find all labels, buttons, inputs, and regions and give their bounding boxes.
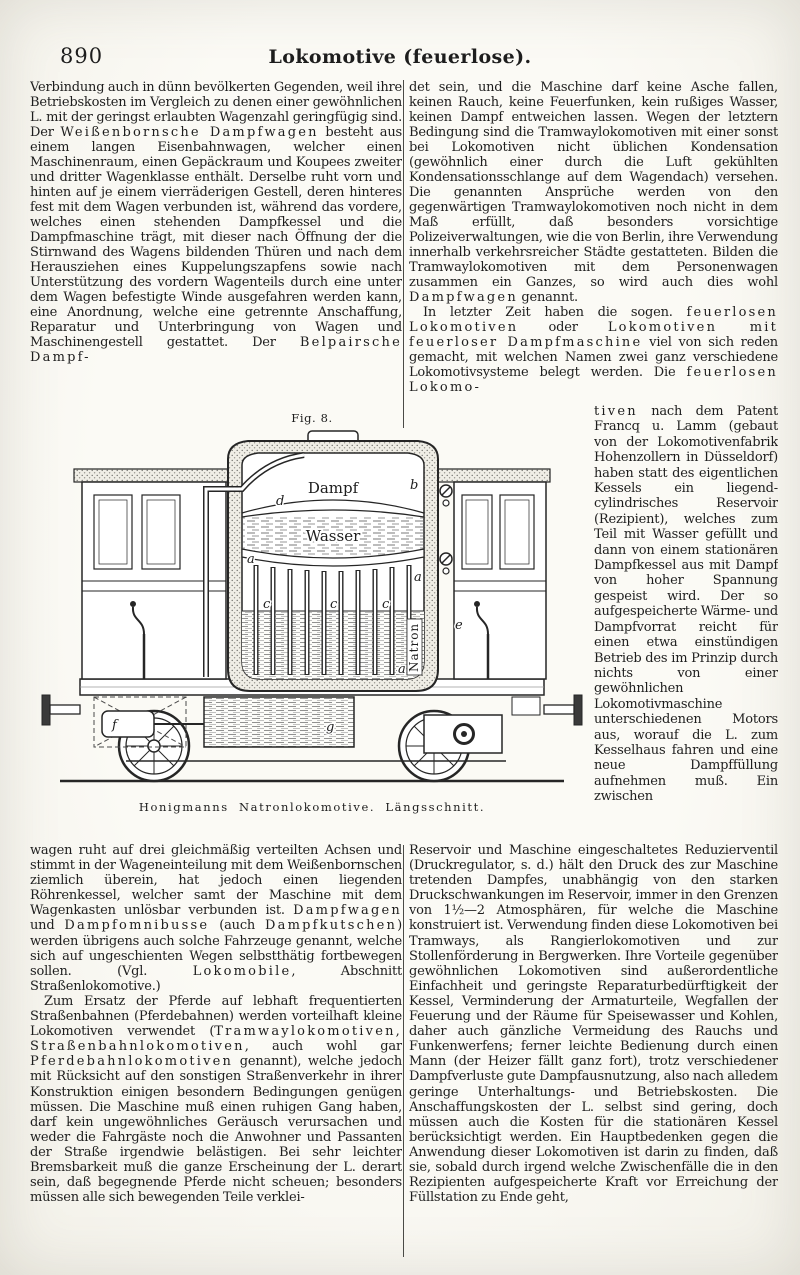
figure-caption: Honigmanns Natronlokomotive. Längsschnitt. bbox=[138, 800, 486, 814]
water-label: Wasser bbox=[305, 527, 361, 545]
part-label-g: g bbox=[326, 720, 335, 735]
part-label-e: e bbox=[455, 618, 463, 633]
column-divider-top bbox=[403, 80, 404, 428]
text-column-right-top bbox=[409, 80, 778, 402]
page-number: 890 bbox=[60, 44, 104, 68]
part-label-a2: a bbox=[414, 570, 422, 585]
part-label-a1: a bbox=[247, 552, 255, 567]
steam-label: Dampf bbox=[307, 479, 359, 497]
paragraph: Zum Ersatz der Pferde auf lebhaft frequentierten Straßenbahnen (Pferdebahnen) werden vorteilhaft kleine Lokomotiven verwendet (Tramwaylokomotiven, Straßenbahnlokomotiven, auch wohl gar Pferdebahnlokomotiven genannt), welche jedoch mit Rücksicht auf den sonstigen Straßenverkehr in ihrer Konstruktion einigen besondern Bedingungen genügen müssen. Die Maschine muß einen ruhigen Gang haben, darf kein ungewöhnliches Geräusch verursachen und weder die Fahrgäste noch die Anwohner und Passanten der Straße irgendwie belästigen. Bei sehr leichter Bremsbarkeit muß die ganze Erscheinung der L. derart sein, daß begegnende Pferde nicht scheuen; besonders müssen alle sich bewegenden Teile verklei- bbox=[30, 993, 402, 1206]
part-label-c1: c bbox=[263, 597, 271, 612]
gauge-box bbox=[424, 715, 502, 753]
page-title: Lokomotive (feuerlose). bbox=[268, 46, 532, 68]
text-column-right-narrow bbox=[594, 404, 778, 840]
left-buffer bbox=[42, 695, 80, 725]
locomotive-diagram bbox=[36, 429, 588, 791]
part-label-d: d bbox=[276, 494, 285, 509]
part-label-f: f bbox=[112, 718, 117, 733]
column-divider-bottom bbox=[403, 845, 404, 1257]
paragraph: wagen ruht auf drei gleichmäßig verteilten Achsen und stimmt in der Wageneinteilung mit dem Weißenbornschen ziemlich überein, hat jedoch einen liegenden Röhrenkessel, welcher samt der Maschine mit dem Wagenkasten unlösbar verbunden ist. Dampfwagen und Dampfomnibusse (auch Dampfkutschen) werden übrigens auch solche Fahrzeuge genannt, welche sich auf ungeschienten Wegen selbstthätig fortbewegen sollen. (Vgl. Lokomobile, Abschnitt Straßenlokomotive.) bbox=[30, 843, 402, 994]
part-label-b: b bbox=[410, 478, 419, 493]
paragraph: Reservoir und Maschine eingeschaltetes Reduzierventil (Druckregulator, s. d.) hält den Druck des zur Maschine tretenden Dampfes, unabhängig von den starken Druckschwankungen im Reservoir, immer in den Grenzen von 1½—2 Atmosphären, für welche die Maschine konstruiert ist. Verwendung finden diese Lokomotiven bei Tramways, als Rangierlokomotiven und zur Stollenförderung in Bergwerken. Ihre Vorteile gegenüber gewöhnlichen Lokomotiven sind außerordentliche Einfachheit und geringste Reparaturbedürftigkeit der Kessel, Verminderung der Armaturteile, Wegfallen der Feuerung und der Räume für Speisewasser und Kohlen, daher auch gänzliche Vermeidung des Rauchs und Funkenwerfens; ferner leichte Bedienung durch einen Mann (der Heizer fällt ganz fort), trotz verschiedener Dampfverluste gute Dampfausnutzung, also nach alledem geringe Unterhaltungs- und Betriebskosten. Die Anschaffungskosten der L. selbst sind gering, doch müssen auch die Kosten für die stationären Kessel berücksichtigt werden. Ein Hauptbedenken gegen die Anwendung dieser Lokomotiven ist darin zu finden, daß sie, sobald durch irgend welche Zwischenfälle die in den Rezipienten aufgespeicherte Kraft vor Erreichung der Füllstation zu Ende geht, bbox=[409, 843, 778, 1206]
text-column-left-bottom bbox=[30, 843, 402, 1261]
paragraph: tiven nach dem Patent Francq u. Lamm (gebaut von der Lokomotivenfabrik Hohenzollern in Düsseldorf) haben statt des eigentlichen Kessels ein liegend-cylindrisches Reservoir (Rezipient), welches zum Teil mit Wasser gefüllt und dann von einem stationären Dampfkessel aus mit Dampf von hoher Spannung gespeist wird. Der so aufgespeicherte Wärme- und Dampfvorrat reicht für einen etwa einstündigen Betrieb des im Prinzip durch nichts von einer gewöhnlichen Lokomotivmaschine unterschiedenen Motors aus, worauf die L. zum Kesselhaus fahren und eine neue Dampffüllung aufnehmen muß. Ein zwischen bbox=[594, 404, 778, 805]
figure-8 bbox=[36, 411, 588, 814]
right-wall bbox=[454, 482, 546, 679]
right-buffer bbox=[544, 695, 582, 725]
part-label-a3: a bbox=[398, 662, 406, 677]
paragraph: det sein, und die Maschine darf keine Asche fallen, keinen Rauch, keine Feuerfunken, kein rußiges Wasser, keinen Dampf entweichen lassen. Wegen der letztern Bedingung sind die Tramwaylokomotiven mit einer sonst bei Lokomotiven nicht üblichen Kondensation (gewöhnlich einer durch die Luft gekühlten Kondensationsschlange auf dem Wagendach) versehen. Die genannten Ansprüche werden von den gegenwärtigen Tramwaylokomotiven noch nicht in dem Maß erfüllt, daß besonders vorsichtige Polizeiverwaltungen, wie die von Berlin, ihre Verwendung innerhalb verkehrsreicher Städte gestatteten. Bilden die Tramwaylokomotiven mit dem Personenwagen zusammen ein Ganzes, so wird auch dies wohl Dampfwagen genannt. bbox=[409, 80, 778, 305]
paragraph: Verbindung auch in dünn bevölkerten Gegenden, weil ihre Betriebskosten im Vergleich zu denen einer gewöhnlichen L. mit der geringst erlaubten Wagenzahl geringfügig sind. Der Weißenbornsche Dampfwagen besteht aus einem langen Eisenbahnwagen, welcher einen Maschinenraum, einen Gepäckraum und Koupees zweiter und dritter Wagenklasse enthält. Derselbe ruht vorn und hinten auf je einem vierräderigen Gestell, deren hinteres fest mit dem Wagen verbunden ist, während das vordere, welches einen stehenden Dampfkessel und die Dampfmaschine trägt, mit dieser nach Öffnung der die Stirnwand des Wagens bildenden Thüren und nach dem Herausziehen eines Kuppelungszapfens sowie nach Unterstützung des vordern Wagenteils durch eine unter dem Wagen befestigte Winde ausgefahren werden kann, eine Anordnung, welche eine getrennte Anschaffung, Reparatur und Unterbringung von Wagen und Maschinengestell gestattet. Der Belpairsche Dampf- bbox=[30, 80, 402, 365]
text-column-left-top bbox=[30, 80, 402, 425]
soda-boiler-vessel bbox=[206, 431, 438, 691]
right-bracket bbox=[512, 697, 540, 715]
text-column-right-bottom bbox=[409, 843, 778, 1261]
figure-number: Fig. 8. bbox=[291, 411, 333, 425]
paragraph: In letzter Zeit haben die sogen. feuerlosen Lokomotiven oder Lokomotiven mit feuerloser Dampfmaschine viel von sich reden gemacht, mit welchen Namen zwei ganz verschiedene Lokomotivsysteme belegt werden. Die feuerlosen Lokomo- bbox=[409, 305, 778, 395]
natron-label: Natron bbox=[407, 622, 421, 672]
part-label-c3: c bbox=[382, 597, 390, 612]
gauge-fittings bbox=[440, 485, 452, 574]
part-label-c2: c bbox=[330, 597, 338, 612]
engine-cylinder bbox=[102, 711, 204, 737]
